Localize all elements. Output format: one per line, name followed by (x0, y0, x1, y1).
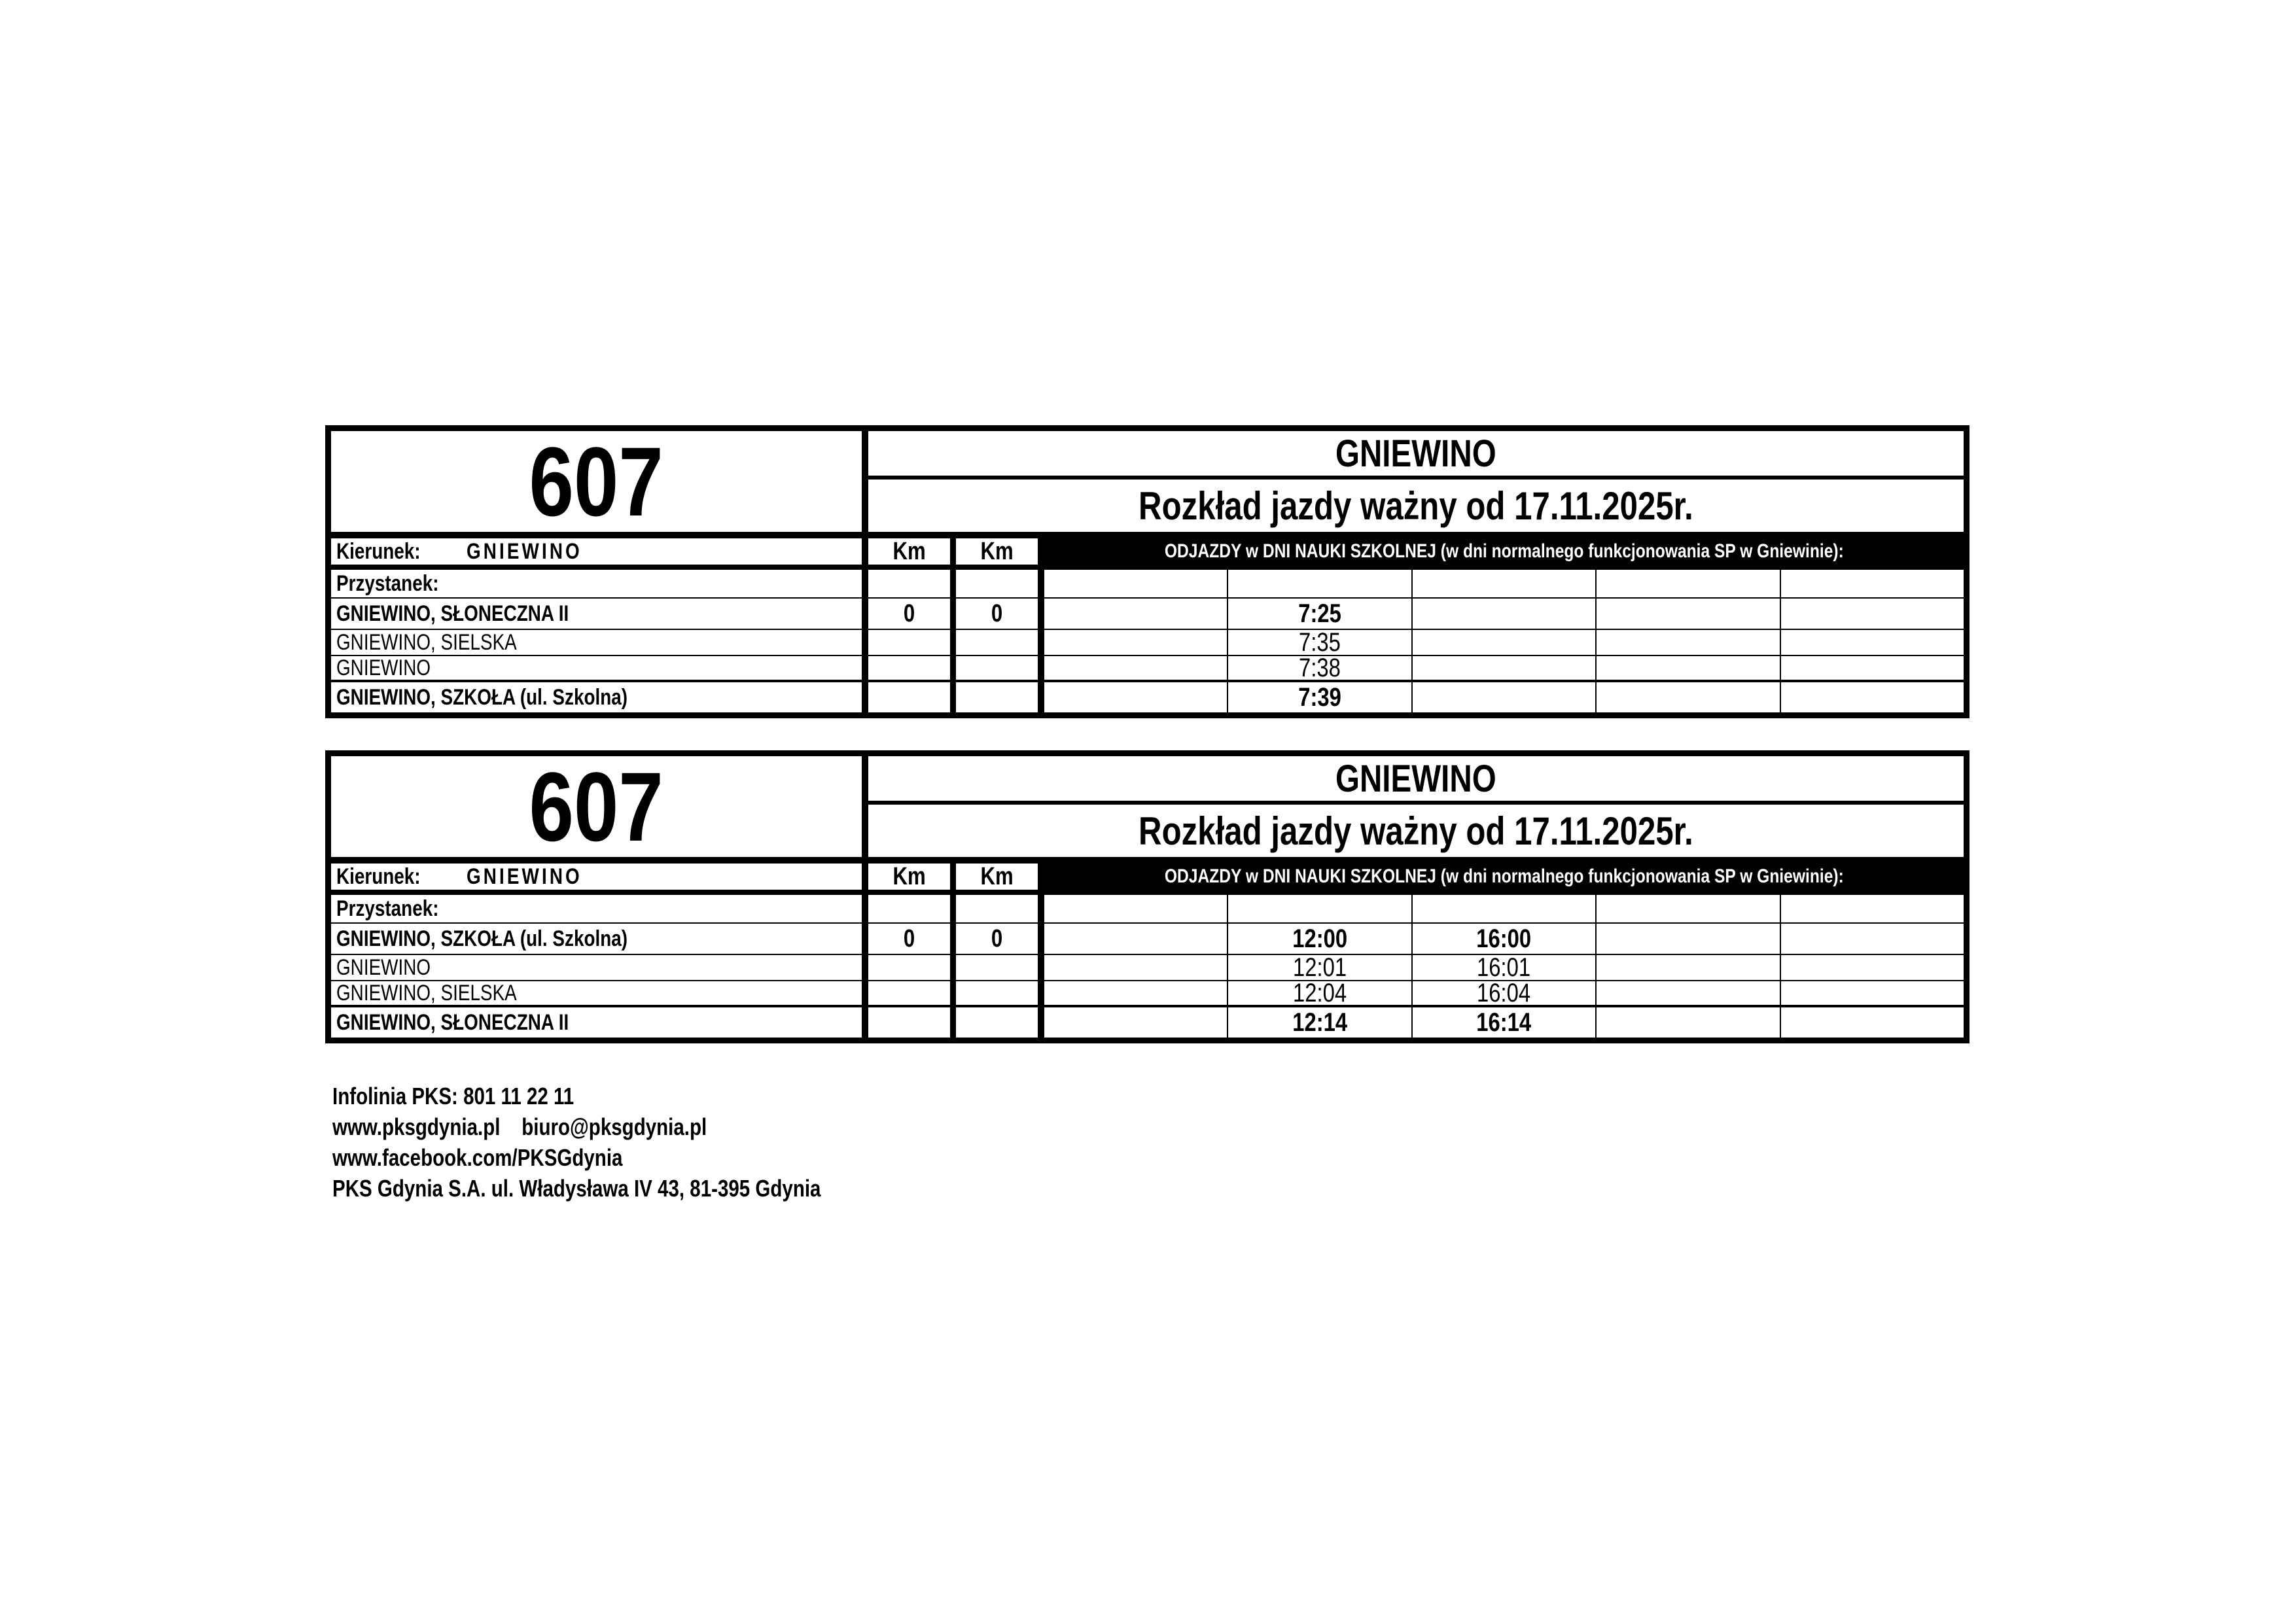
stop-name: GNIEWINO, SŁONECZNA II (336, 601, 569, 626)
time-cell (1413, 924, 1597, 954)
stop-name: GNIEWINO (336, 655, 431, 680)
time-cell (1228, 682, 1412, 712)
time-cell (1413, 952, 1597, 982)
departure-time: 16:01 (1477, 952, 1531, 982)
stop-name: GNIEWINO, SZKOŁA (ul. Szkolna) (336, 926, 628, 951)
km-cell (868, 955, 956, 980)
km-value: 0 (991, 599, 1003, 627)
km-cell (956, 630, 1044, 655)
time-cells (1044, 570, 1964, 597)
time-cell (1228, 952, 1412, 982)
direction-value: GNIEWINO (466, 864, 582, 889)
time-cell (1228, 627, 1412, 657)
time-cell (1781, 656, 1964, 680)
time-cell (1044, 599, 1228, 629)
km-cell (868, 682, 956, 712)
timetable-morning (325, 425, 1969, 718)
km-value: 0 (903, 924, 915, 952)
km-cell (868, 599, 956, 629)
departure-time: 12:14 (1292, 1007, 1348, 1037)
km-cell (868, 630, 956, 655)
stop-name-cell (331, 630, 868, 655)
km-header-2 (956, 538, 1044, 565)
time-cell (1781, 895, 1964, 922)
km-cell (956, 924, 1044, 954)
departure-time: 12:04 (1293, 978, 1347, 1007)
stop-name-cell (331, 599, 868, 629)
time-cell (1413, 656, 1597, 680)
time-cell (1781, 599, 1964, 629)
time-cell (1413, 682, 1597, 712)
infoline-text: Infolinia PKS: 801 11 22 11 (332, 1082, 574, 1109)
time-cell (1044, 895, 1228, 922)
destination-title: GNIEWINO (1335, 757, 1496, 800)
time-cells (1044, 895, 1964, 922)
stop-name-cell (331, 1007, 868, 1038)
line-number-cell (331, 427, 868, 536)
time-cell (1597, 599, 1780, 629)
time-cell (1044, 570, 1228, 597)
stop-row (331, 1007, 1964, 1038)
km-cell (956, 895, 1044, 922)
km-cell (868, 895, 956, 922)
time-cell (1228, 924, 1412, 954)
stops-label-row (331, 570, 1964, 599)
stop-name-cell (331, 682, 868, 712)
departures-header: ODJAZDY w DNI NAUKI SZKOLNEJ (w dni normalnego funkcjonowania SP w Gniewinie): (1164, 865, 1844, 887)
destination-title: GNIEWINO (1335, 432, 1496, 475)
stops-label-cell (331, 570, 868, 597)
departure-time: 16:04 (1477, 978, 1531, 1007)
time-cell (1228, 978, 1412, 1007)
validity-cell (868, 805, 1964, 857)
time-cell (1597, 656, 1780, 680)
line-number-cell (331, 752, 868, 862)
time-cells (1044, 978, 1964, 1007)
time-cells (1044, 653, 1964, 682)
table-header (331, 427, 1964, 538)
time-cell (1597, 981, 1780, 1005)
km-header-2-label: Km (980, 537, 1014, 565)
time-cell (1781, 955, 1964, 980)
time-cell (1044, 924, 1228, 954)
km-value: 0 (991, 924, 1003, 952)
footer-line-web-email (332, 1111, 928, 1142)
direction-row (331, 538, 1964, 570)
departure-time: 7:39 (1298, 682, 1341, 712)
km-header-2-label: Km (980, 862, 1014, 890)
km-cell (868, 570, 956, 597)
km-cell (868, 981, 956, 1005)
time-cell (1597, 1007, 1780, 1038)
time-cell (1413, 570, 1597, 597)
time-cell (1044, 630, 1228, 655)
time-cell (1044, 682, 1228, 712)
destination-cell (868, 756, 1964, 805)
stop-row (331, 952, 1964, 982)
facebook-text: www.facebook.com/PKSGdynia (332, 1143, 623, 1171)
time-cell (1781, 981, 1964, 1005)
time-cell (1781, 924, 1964, 954)
stop-row (331, 682, 1964, 712)
departure-time: 16:14 (1476, 1007, 1532, 1037)
time-cells (1044, 627, 1964, 657)
stop-name-cell (331, 656, 868, 680)
time-cells (1044, 599, 1964, 629)
departure-time: 16:00 (1476, 924, 1532, 953)
stop-row (331, 627, 1964, 657)
validity-cell (868, 480, 1964, 532)
line-number: 607 (529, 752, 664, 862)
direction-value: GNIEWINO (466, 538, 582, 564)
km-cell (956, 599, 1044, 629)
km-value: 0 (903, 599, 915, 627)
stop-name: GNIEWINO (336, 954, 431, 980)
time-cell (1781, 630, 1964, 655)
departure-time: 7:38 (1299, 653, 1341, 682)
km-header-1-label: Km (892, 537, 926, 565)
contact-footer (332, 1081, 928, 1204)
time-cell (1597, 924, 1780, 954)
km-cell (956, 955, 1044, 980)
time-cells (1044, 952, 1964, 982)
footer-line-facebook (332, 1142, 928, 1173)
website-email-text: www.pksgdynia.pl biuro@pksgdynia.pl (332, 1113, 707, 1140)
stop-name: GNIEWINO, SZKOŁA (ul. Szkolna) (336, 684, 628, 710)
km-cell (956, 1007, 1044, 1038)
stop-row (331, 599, 1964, 630)
time-cell (1413, 1007, 1597, 1038)
direction-row (331, 864, 1964, 895)
time-cell (1044, 955, 1228, 980)
time-cell (1413, 599, 1597, 629)
time-cell (1597, 570, 1780, 597)
km-header-1-label: Km (892, 862, 926, 890)
departure-time: 12:01 (1293, 952, 1347, 982)
km-cell (868, 656, 956, 680)
time-cell (1413, 978, 1597, 1007)
time-cells (1044, 1007, 1964, 1038)
stops-label-row (331, 895, 1964, 924)
stop-name-cell (331, 981, 868, 1005)
time-cell (1597, 630, 1780, 655)
departure-time: 12:00 (1292, 924, 1348, 953)
km-cell (956, 981, 1044, 1005)
stop-row (331, 653, 1964, 682)
footer-line-infoline (332, 1081, 928, 1111)
km-cell (956, 682, 1044, 712)
time-cell (1413, 895, 1597, 922)
direction-cell (331, 538, 868, 565)
stops-label: Przystanek: (336, 896, 439, 921)
stop-row (331, 978, 1964, 1007)
time-cell (1781, 682, 1964, 712)
departures-header: ODJAZDY w DNI NAUKI SZKOLNEJ (w dni normalnego funkcjonowania SP w Gniewinie): (1164, 540, 1844, 562)
departure-time: 7:25 (1298, 599, 1341, 628)
header-right (868, 431, 1964, 532)
footer-line-address (332, 1173, 928, 1204)
validity-note: Rozkład jazdy ważny od 17.11.2025r. (1139, 809, 1693, 853)
stops-label: Przystanek: (336, 570, 439, 596)
km-cell (956, 656, 1044, 680)
stop-name: GNIEWINO, SIELSKA (336, 629, 517, 655)
direction-label: Kierunek: (336, 538, 421, 564)
time-cell (1228, 599, 1412, 629)
time-cell (1228, 653, 1412, 682)
stops-label-cell (331, 895, 868, 922)
time-cell (1597, 955, 1780, 980)
time-cell (1228, 895, 1412, 922)
km-header-2 (956, 864, 1044, 890)
time-cell (1228, 1007, 1412, 1038)
validity-note: Rozkład jazdy ważny od 17.11.2025r. (1139, 483, 1693, 528)
line-number: 607 (529, 427, 664, 536)
stop-row (331, 924, 1964, 955)
time-cell (1781, 570, 1964, 597)
time-cell (1781, 1007, 1964, 1038)
km-cell (956, 570, 1044, 597)
time-cell (1597, 682, 1780, 712)
stop-name: GNIEWINO, SŁONECZNA II (336, 1009, 569, 1035)
time-cell (1044, 1007, 1228, 1038)
time-cells (1044, 924, 1964, 954)
destination-cell (868, 431, 1964, 480)
stop-name-cell (331, 924, 868, 954)
departures-header-bar (1044, 864, 1964, 890)
time-cell (1597, 895, 1780, 922)
timetable-afternoon (325, 750, 1969, 1043)
direction-cell (331, 864, 868, 890)
stop-name: GNIEWINO, SIELSKA (336, 980, 517, 1005)
direction-label: Kierunek: (336, 864, 421, 889)
stop-name-cell (331, 955, 868, 980)
table-header (331, 752, 1964, 864)
time-cell (1228, 570, 1412, 597)
time-cell (1044, 656, 1228, 680)
km-cell (868, 924, 956, 954)
time-cell (1044, 981, 1228, 1005)
company-address-text: PKS Gdynia S.A. ul. Władysława IV 43, 81-395 Gdynia (332, 1174, 821, 1202)
departure-time: 7:35 (1299, 627, 1341, 657)
time-cells (1044, 682, 1964, 712)
km-header-1 (868, 864, 956, 890)
time-cell (1413, 630, 1597, 655)
km-header-1 (868, 538, 956, 565)
km-cell (868, 1007, 956, 1038)
departures-header-bar (1044, 538, 1964, 565)
header-right (868, 756, 1964, 857)
